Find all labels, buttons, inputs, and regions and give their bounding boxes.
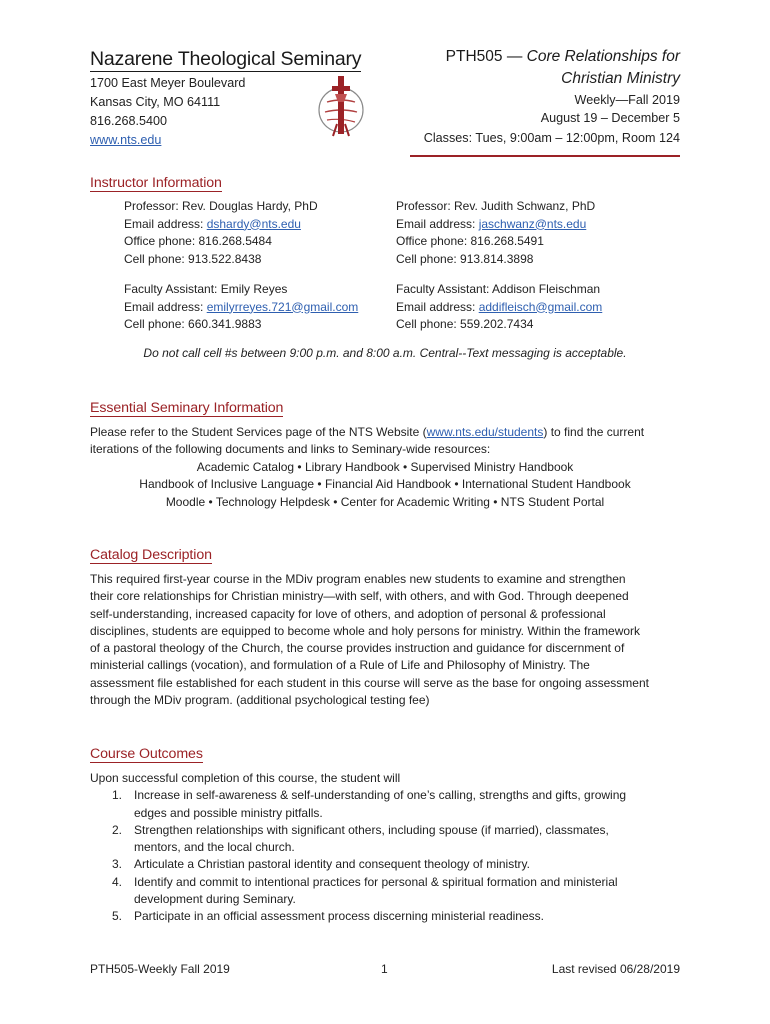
- address-line2: Kansas City, MO 64111: [90, 95, 221, 109]
- list-item: [90, 856, 680, 873]
- website-link[interactable]: www.nts.edu: [90, 133, 162, 147]
- fa-2-name: Faculty Assistant: Addison Fleischman: [396, 282, 601, 296]
- student-services-link[interactable]: www.nts.edu/students: [426, 425, 544, 439]
- list-number: 3.: [112, 857, 123, 872]
- outcome-text-cont: mentors, and the local church.: [134, 840, 295, 855]
- essential-intro: [90, 424, 685, 459]
- catalog-line: This required first-year course in the MDiv program enables new students to examine and strengthen: [90, 572, 626, 586]
- course-name-part1: Core Relationships for: [526, 48, 680, 65]
- address-line1: 1700 East Meyer Boulevard: [90, 76, 246, 90]
- fa-1-cell: Cell phone: 660.341.9883: [124, 317, 262, 331]
- list-number: 5.: [112, 909, 123, 924]
- professor-2: [396, 198, 595, 268]
- outcome-text: Articulate a Christian pastoral identity and consequent theology of ministry.: [134, 857, 530, 872]
- resource-list: [90, 459, 680, 511]
- outcome-text: Identify and commit to intentional practices for personal & spiritual formation and ministerial: [134, 874, 618, 889]
- catalog-line: ministerial callings (vocation), and formulation of a Rule of Life and Philosophy of Ministry. The: [90, 658, 590, 673]
- catalog-line: through the MDiv program. (additional psychological testing fee): [90, 693, 430, 708]
- list-number: 4.: [112, 874, 123, 889]
- catalog-line: their core relationships for Christian ministry—with self, with others, and with God. Through deepened: [90, 589, 629, 604]
- essential-intro-line2: iterations of the following documents and links to Seminary-wide resources:: [90, 442, 491, 457]
- catalog-line: self-understanding, increased capacity for love of others, and adoption of personal & professional: [90, 606, 606, 621]
- professor-1-name: Professor: Rev. Douglas Hardy, PhD: [124, 199, 318, 213]
- school-name: Nazarene Theological Seminary: [90, 48, 362, 70]
- professor-2-cell: Cell phone: 913.814.3898: [396, 251, 534, 266]
- outcome-text-cont: edges and possible ministry pitfalls.: [134, 805, 323, 820]
- footer-course: PTH505-Weekly Fall 2019: [90, 962, 230, 976]
- outcome-text: Strengthen relationships with significant others, including spouse (if married), classmates,: [134, 822, 609, 837]
- course-title: [446, 48, 680, 66]
- list-item: [90, 787, 680, 822]
- course-dates: August 19 – December 5: [540, 111, 680, 125]
- list-item: [90, 874, 680, 909]
- email-label: Email address:: [396, 216, 479, 231]
- outcome-text: Increase in self-awareness & self-understanding of one’s calling, strengths and gifts, growing: [134, 788, 627, 803]
- professor-2-email[interactable]: jaschwanz@nts.edu: [478, 216, 587, 231]
- outcomes-intro: Upon successful completion of this course, the student will: [90, 771, 401, 785]
- catalog-description: [90, 571, 685, 709]
- catalog-line: disciplines, students are equipped to become whole and holy persons for ministry. Within the framework: [90, 623, 641, 638]
- outcomes-list: [90, 770, 680, 926]
- professor-1-email[interactable]: dshardy@nts.edu: [206, 216, 301, 231]
- list-item: [90, 822, 680, 857]
- list-item: [90, 908, 680, 925]
- outcome-text: Participate in an official assessment process discerning ministerial readiness.: [134, 909, 544, 924]
- email-label: Email address:: [124, 299, 207, 314]
- outcomes-heading: Course Outcomes: [90, 746, 203, 762]
- course-schedule: Weekly—Fall 2019: [574, 93, 680, 107]
- email-label: Email address:: [396, 299, 479, 314]
- essential-intro-after: ) to find the current: [543, 425, 645, 439]
- course-code: PTH505 —: [445, 48, 527, 65]
- professor-2-office: Office phone: 816.268.5491: [396, 234, 544, 248]
- essential-intro-before: Please refer to the Student Services page of the NTS Website (: [90, 425, 427, 439]
- resource-line-1: Academic Catalog • Library Handbook • Supervised Ministry Handbook: [196, 460, 574, 474]
- call-notice: Do not call cell #s between 9:00 p.m. and 8:00 a.m. Central--Text messaging is acceptable.: [143, 346, 627, 360]
- footer-revised: Last revised 06/28/2019: [551, 962, 680, 976]
- fa-2-cell: Cell phone: 559.202.7434: [396, 317, 534, 331]
- professor-1-office: Office phone: 816.268.5484: [124, 234, 272, 248]
- page-number: 1: [381, 962, 388, 976]
- instructor-heading: Instructor Information: [90, 175, 222, 191]
- outcome-text-cont: development during Seminary.: [134, 892, 296, 907]
- header-divider: [410, 155, 680, 157]
- resource-line-2: Handbook of Inclusive Language • Financial Aid Handbook • International Student Handbook: [139, 477, 631, 492]
- resource-line-3: Moodle • Technology Helpdesk • Center for Academic Writing • NTS Student Portal: [165, 494, 605, 509]
- faculty-assistant-1: [124, 281, 358, 334]
- course-name-part2: Christian Ministry: [561, 70, 680, 87]
- faculty-assistant-2: [396, 281, 602, 334]
- fa-1-name: Faculty Assistant: Emily Reyes: [124, 282, 288, 296]
- phone: 816.268.5400: [90, 114, 168, 128]
- fa-2-email[interactable]: addifleisch@gmail.com: [478, 299, 603, 314]
- professor-2-name: Professor: Rev. Judith Schwanz, PhD: [396, 199, 596, 213]
- fa-1-email[interactable]: emilyrreyes.721@gmail.com: [206, 299, 359, 314]
- list-number: 2.: [112, 822, 123, 837]
- email-label: Email address:: [124, 216, 207, 231]
- list-number: 1.: [112, 788, 123, 803]
- catalog-heading: Catalog Description: [90, 547, 212, 563]
- professor-1: [124, 198, 318, 268]
- professor-1-cell: Cell phone: 913.522.8438: [124, 251, 262, 266]
- catalog-line: of a pastoral theology of the Church, the course provides instruction and guidance for discernment of: [90, 641, 625, 656]
- essential-heading: Essential Seminary Information: [90, 400, 284, 416]
- catalog-line: assessment file established for each student in this course will serve as the base for ongoing assessment: [90, 675, 649, 690]
- seminary-cross-seal-icon: [313, 72, 369, 140]
- course-classes: Classes: Tues, 9:00am – 12:00pm, Room 124: [423, 131, 680, 145]
